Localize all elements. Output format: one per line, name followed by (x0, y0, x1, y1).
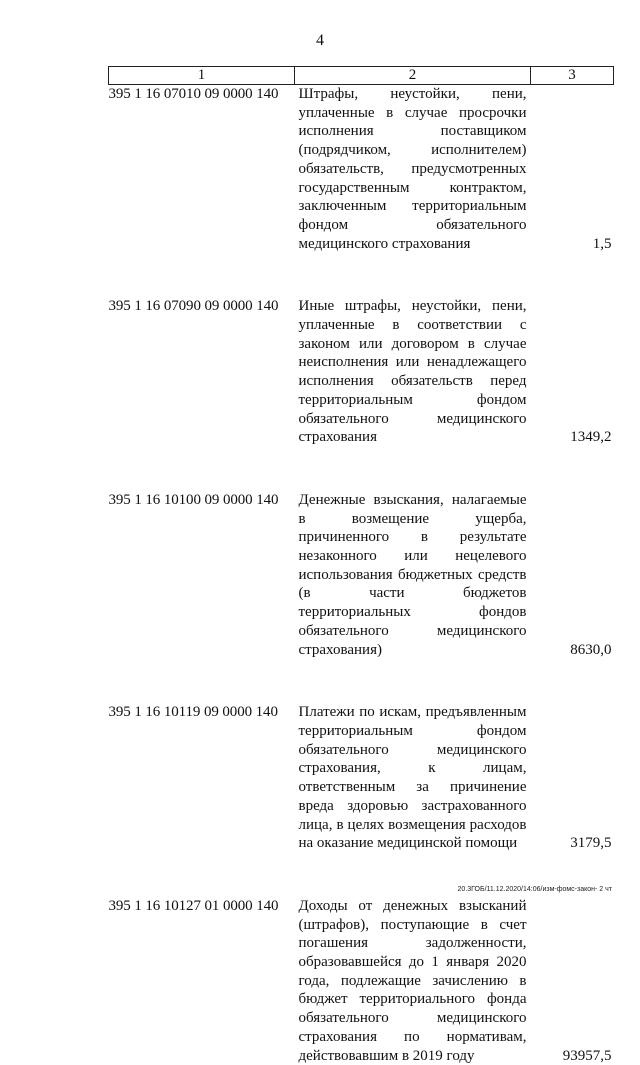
table-row (109, 297, 614, 491)
row-description: Штрафы, неустойки, пени, уплаченные в случае просрочки исполнения поставщиком (подрядчиком, исполнителем) обязательств, предусмотренных государственным контрактом, заключенным территориальным фондом обязательного медицинского страхования (298, 86, 527, 252)
table-row (109, 897, 614, 1065)
row-amount: 8630,0 (570, 641, 612, 658)
row-code: 395 1 16 10127 01 0000 140 (108, 897, 279, 914)
header-col-1: 1 (109, 67, 295, 85)
row-code: 395 1 16 10100 09 0000 140 (108, 491, 279, 508)
table-row (109, 85, 614, 298)
row-amount: 1349,2 (570, 429, 612, 446)
row-code: 395 1 16 10119 09 0000 140 (108, 704, 278, 721)
row-description: Платежи по искам, предъявленным территориальным фондом обязательного медицинского страхования, к лицам, ответственным за причинение вреда здоровью застрахованного лица, в целях возмещения расходов на оказание медицинской помощи (298, 704, 527, 852)
table-row (109, 491, 614, 703)
table-header-row (109, 67, 614, 85)
row-description: Доходы от денежных взысканий (штрафов), поступающие в счет погашения задолженности, образовавшейся до 1 января 2020 года, подлежащие зачислению в бюджет территориального фонда обязательного медицинского страхования по нормативам, действовавшим в 2019 году (298, 897, 527, 1064)
table-row (109, 703, 614, 897)
row-amount: 3179,5 (570, 835, 612, 852)
header-col-3: 3 (531, 67, 614, 85)
row-code: 395 1 16 07010 09 0000 140 (108, 86, 279, 102)
row-description: Денежные взыскания, налагаемые в возмещение ущерба, причиненного в результате незаконного или нецелевого использования бюджетных средств (в части бюджетов территориальных фондов обязательного медицинского страхования) (298, 491, 527, 658)
row-amount: 93957,5 (562, 1047, 612, 1064)
row-description: Иные штрафы, неустойки, пени, уплаченные в соответствии с законом или договором в случае неисполнения или ненадлежащего исполнения обязательств перед территориальным фондом обязательного медицинского страхования (298, 298, 527, 446)
header-col-2: 2 (295, 67, 531, 85)
row-code: 395 1 16 07090 09 0000 140 (108, 298, 279, 315)
budget-revenue-table (108, 66, 614, 1065)
document-footer-stamp: 20.3ГОБ/11.12.2020/14:06/изм-фомс-закон- 2 чт (457, 886, 612, 893)
page-number: 4 (316, 32, 324, 49)
row-amount: 1,5 (592, 235, 612, 252)
